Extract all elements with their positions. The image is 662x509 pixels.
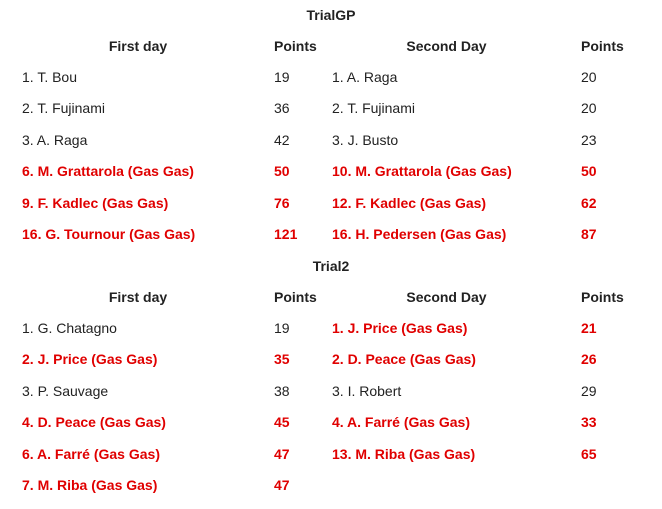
rider-first-day-cell: 1. T. Bou [22, 68, 78, 85]
rider-first-day-cell: 7. M. Riba (Gas Gas) [22, 477, 158, 494]
rider-first-day-cell: 2. J. Price (Gas Gas) [22, 351, 158, 368]
table-row [12, 187, 652, 219]
rider-first-day-cell: 2. T. Fujinami [22, 100, 105, 117]
points-second-day-cell: 50 [581, 163, 597, 180]
rider-first-day-cell: 6. A. Farré (Gas Gas) [22, 445, 160, 462]
column-header-points: Points [581, 289, 624, 305]
column-header-second-day: Second Day [406, 38, 487, 54]
points-first-day-cell: 45 [274, 414, 290, 431]
table-row [12, 219, 652, 251]
points-second-day-cell: 29 [581, 382, 597, 399]
points-second-day-cell: 87 [581, 226, 597, 243]
table-row [12, 312, 652, 344]
rider-first-day-cell: 4. D. Peace (Gas Gas) [22, 414, 166, 431]
column-header-points: Points [274, 289, 317, 305]
rider-second-day-cell: 3. I. Robert [332, 382, 402, 399]
column-header-first-day: First day [108, 289, 168, 305]
points-first-day-cell: 121 [274, 226, 298, 243]
table-row [12, 156, 652, 188]
rider-first-day-cell: 6. M. Grattarola (Gas Gas) [22, 163, 194, 180]
points-first-day-cell: 35 [274, 351, 290, 368]
rider-first-day-cell: 9. F. Kadlec (Gas Gas) [22, 194, 169, 211]
rider-second-day-cell: 13. M. Riba (Gas Gas) [332, 445, 476, 462]
table-row [12, 375, 652, 407]
rider-second-day-cell: 2. D. Peace (Gas Gas) [332, 351, 476, 368]
points-first-day-cell: 47 [274, 445, 290, 462]
table-row [12, 407, 652, 439]
rider-first-day-cell: 3. A. Raga [22, 131, 88, 148]
points-first-day-cell: 36 [274, 100, 290, 117]
table-row [12, 61, 652, 93]
points-second-day-cell: 20 [581, 68, 597, 85]
points-first-day-cell: 50 [274, 163, 290, 180]
section-title-trial2: Trial2 [312, 258, 350, 274]
points-first-day-cell: 38 [274, 382, 290, 399]
section-title-trialgp: TrialGP [306, 7, 356, 23]
table-row [12, 93, 652, 125]
points-second-day-cell: 23 [581, 131, 597, 148]
points-first-day-cell: 76 [274, 194, 290, 211]
rider-second-day-cell: 1. J. Price (Gas Gas) [332, 319, 468, 336]
table-row [12, 438, 652, 470]
rider-second-day-cell: 12. F. Kadlec (Gas Gas) [332, 194, 487, 211]
rider-second-day-cell: 3. J. Busto [332, 131, 399, 148]
column-header-points: Points [274, 38, 317, 54]
column-header-second-day: Second Day [406, 289, 487, 305]
table-header-row [12, 31, 652, 61]
column-header-points: Points [581, 38, 624, 54]
rider-second-day-cell: 16. H. Pedersen (Gas Gas) [332, 226, 507, 243]
points-second-day-cell: 26 [581, 351, 597, 368]
rider-second-day-cell: 10. M. Grattarola (Gas Gas) [332, 163, 512, 180]
column-header-first-day: First day [108, 38, 168, 54]
points-second-day-cell: 62 [581, 194, 597, 211]
points-second-day-cell: 21 [581, 319, 597, 336]
points-first-day-cell: 42 [274, 131, 290, 148]
results-table-trial2 [12, 282, 652, 501]
results-table-trialgp [12, 31, 652, 250]
rider-second-day-cell [322, 470, 571, 502]
rider-second-day-cell: 1. A. Raga [332, 68, 398, 85]
table-row [12, 344, 652, 376]
rider-second-day-cell: 2. T. Fujinami [332, 100, 415, 117]
table-row [12, 470, 652, 502]
table-header-row [12, 282, 652, 312]
rider-second-day-cell: 4. A. Farré (Gas Gas) [332, 414, 470, 431]
points-first-day-cell: 19 [274, 68, 290, 85]
rider-first-day-cell: 1. G. Chatagno [22, 319, 117, 336]
points-first-day-cell: 19 [274, 319, 290, 336]
points-second-day-cell [571, 470, 652, 502]
points-second-day-cell: 20 [581, 100, 597, 117]
rider-first-day-cell: 3. P. Sauvage [22, 382, 109, 399]
rider-first-day-cell: 16. G. Tournour (Gas Gas) [22, 226, 196, 243]
table-row [12, 124, 652, 156]
points-first-day-cell: 47 [274, 477, 290, 494]
points-second-day-cell: 65 [581, 445, 597, 462]
points-second-day-cell: 33 [581, 414, 597, 431]
